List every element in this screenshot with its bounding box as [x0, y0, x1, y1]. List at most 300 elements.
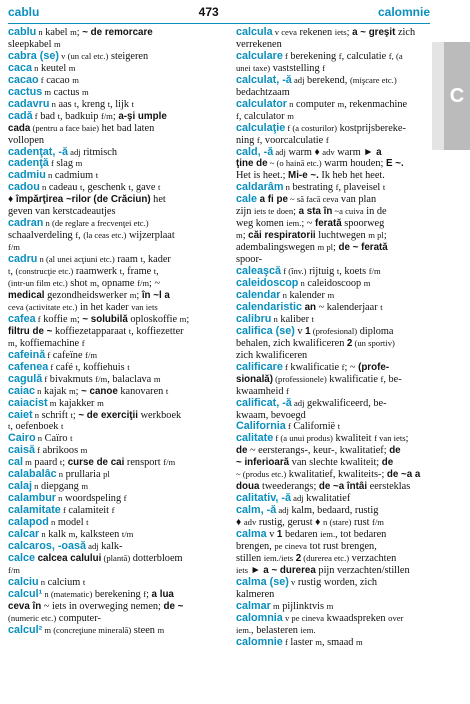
headword: calcaros, -oasă: [8, 539, 87, 552]
entry-line: [8, 51, 228, 63]
translation: cacao: [43, 74, 73, 86]
grammar-label: t: [70, 409, 73, 420]
translation: warm ►: [334, 146, 377, 158]
grammar-label: f: [338, 50, 342, 61]
translation: gekwalificeerd, be-: [304, 397, 387, 409]
grammar-label: f: [75, 230, 79, 241]
headword: cablu: [8, 26, 37, 38]
grammar-label: (plantă): [101, 552, 131, 563]
translation: rijtuig: [306, 266, 337, 278]
translation: kwalificatie: [326, 373, 381, 385]
translation: ,: [10, 266, 16, 278]
headword: calculat, -ă: [236, 73, 292, 86]
translation: slag: [53, 158, 76, 170]
entry-line: [236, 577, 438, 589]
translation: eersteklas: [367, 481, 411, 493]
grammar-label: n: [35, 385, 42, 396]
grammar-label: t: [79, 182, 83, 193]
grammar-label: n: [271, 313, 278, 324]
grammar-label: m: [356, 636, 363, 647]
translation: abrikoos: [40, 445, 81, 457]
translation: , smaad: [321, 636, 356, 648]
grammar-label: t: [74, 98, 77, 109]
grammar-label: adj: [86, 540, 99, 551]
translation: kalmeren: [236, 588, 275, 600]
grammar-label: adj: [291, 493, 304, 504]
headword: caiet: [8, 408, 33, 421]
grammar-label: iem.: [286, 218, 302, 229]
translation: ; ~: [149, 278, 161, 290]
headword: calomnie: [236, 635, 283, 648]
grammar-label: m: [68, 529, 76, 540]
headword: cactus: [8, 85, 43, 98]
grammar-label: f: [111, 505, 115, 516]
headword: caiac: [8, 384, 36, 397]
translation: kalender: [286, 289, 328, 301]
grammar-label: m: [326, 600, 334, 611]
translation: laster: [287, 636, 316, 648]
translation: kwaliteit: [332, 433, 375, 445]
grammar-label: (profesional): [310, 325, 358, 336]
translation: bivakmuts: [47, 373, 96, 385]
grammar-label: m: [97, 397, 104, 408]
headword: cadou: [8, 181, 40, 194]
phrase: ţine de: [236, 158, 268, 170]
grammar-label: n: [32, 481, 39, 492]
phrase: de ~ ferată: [338, 242, 388, 254]
grammar-label: f: [38, 74, 44, 85]
entry-line: [236, 362, 438, 374]
translation: ning: [236, 134, 257, 146]
translation: raam: [114, 254, 141, 266]
running-header: [8, 2, 430, 22]
translation: diepgang: [38, 481, 82, 493]
phrase: curse de cai: [67, 457, 125, 469]
entry-line: [236, 637, 438, 649]
grammar-label: f/m: [95, 373, 108, 384]
translation: zich: [395, 27, 416, 38]
translation: kalm, bedaard, rustig: [288, 505, 379, 517]
translation: Caïro: [42, 433, 71, 445]
translation: adembalingswegen: [236, 242, 318, 254]
translation: ;: [146, 588, 152, 600]
phrase: ~ de exerciţii: [78, 409, 138, 421]
grammar-label: n: [56, 493, 63, 504]
grammar-label: f: [48, 361, 54, 372]
phrase: a-şi umple: [118, 110, 167, 122]
headword: calitate: [236, 432, 274, 445]
headword: calculator: [236, 97, 288, 110]
translation: ;: [242, 230, 249, 242]
grammar-label: f: [143, 588, 147, 599]
grammar-label: (un sportiv): [352, 337, 395, 348]
grammar-label: t: [311, 313, 314, 324]
grammar-label: t: [8, 421, 11, 432]
phrase: 1: [276, 529, 283, 541]
grammar-label: f: [335, 182, 339, 193]
entry-line: [236, 398, 438, 410]
headword: cale: [236, 193, 258, 206]
translation: ;: [62, 457, 68, 469]
grammar-label: n: [287, 98, 294, 109]
grammar-label: f: [388, 50, 392, 61]
translation: , tot bedaren: [335, 529, 387, 541]
grammar-label: n: [39, 182, 47, 193]
grammar-label: n: [32, 62, 39, 73]
grammar-label: f: [42, 373, 48, 384]
grammar-label: t: [127, 361, 130, 372]
grammar-label: f: [282, 50, 288, 61]
grammar-label: (la ceas etc.): [83, 230, 127, 241]
translation: kaliber: [277, 313, 312, 325]
translation: gezondheidswerker: [44, 289, 130, 301]
entry-line: [8, 410, 228, 422]
translation: Ik heb het heet.: [318, 170, 385, 182]
phrase: ~ solubilă: [82, 313, 128, 325]
translation: café: [53, 361, 76, 373]
entry-line: [8, 254, 228, 266]
translation: zich kwalificeren: [236, 349, 308, 361]
translation: aas: [55, 98, 75, 110]
grammar-label: f (a costurilor): [285, 122, 337, 133]
entry-line: [8, 445, 228, 457]
translation: ;: [405, 433, 409, 445]
grammar-label: m: [129, 289, 137, 300]
translation: koffie: [40, 313, 71, 325]
translation: berekening: [92, 588, 144, 600]
translation: ♦: [236, 517, 244, 529]
headword: calculaţie: [236, 121, 286, 134]
translation: kwalitatief, kwaliteits-;: [286, 469, 387, 481]
translation: spoor-: [236, 254, 263, 266]
grammar-label: f: [325, 134, 329, 145]
grammar-label: v pe cineva: [282, 612, 325, 623]
translation: kajak: [41, 385, 69, 397]
phrase: ~ de remorcare: [82, 27, 153, 38]
grammar-label: m (concreţiune minerală): [42, 624, 132, 635]
translation: ~ iets in overweging nemen;: [41, 600, 164, 612]
translation: , oefenboek: [10, 421, 61, 433]
headword: calcula: [236, 26, 273, 38]
grammar-label: f: [32, 110, 38, 121]
entry-line: [236, 75, 438, 87]
headword: calaj: [8, 480, 33, 493]
headword: calambur: [8, 492, 57, 505]
entry-line: [236, 505, 438, 517]
translation: vollopen: [8, 134, 45, 146]
phrase: de: [381, 457, 394, 469]
grammar-label: n (al unei acţiuni etc.): [37, 254, 115, 265]
translation: cafeïne: [50, 349, 86, 361]
grammar-label: m: [153, 373, 161, 384]
grammar-label: pe cineva: [274, 540, 307, 551]
grammar-label: m pl: [368, 230, 384, 241]
entry-line: [8, 170, 228, 182]
entry-line: [8, 553, 228, 565]
translation: computer: [293, 98, 338, 110]
headword: cadă: [8, 109, 33, 122]
headword: califica (se): [236, 324, 295, 337]
translation: steen: [131, 624, 158, 636]
translation: ;: [76, 313, 83, 325]
translation: cadeau: [46, 182, 80, 194]
translation: wijzerplaat: [126, 230, 175, 242]
translation: ;: [333, 242, 339, 254]
grammar-label: f/m: [8, 242, 20, 253]
translation: verrekenen: [236, 38, 282, 50]
translation: ;: [186, 313, 190, 325]
grammar-label: m: [8, 337, 15, 348]
entry-line: [8, 278, 228, 290]
grammar-label: f: [48, 158, 54, 169]
grammar-label: (professionele): [273, 373, 327, 384]
grammar-label: t: [70, 433, 73, 444]
headword: calabalâc: [8, 468, 57, 481]
grammar-label: m: [68, 385, 76, 396]
entry-line: [8, 230, 228, 242]
translation: paard: [31, 457, 60, 469]
translation: calamiteit: [65, 505, 112, 517]
headword: caiacist: [8, 396, 48, 409]
grammar-label: t: [8, 266, 11, 277]
entry-line: [8, 469, 228, 481]
translation: , frame: [122, 266, 154, 278]
grammar-label: f/m: [8, 564, 20, 575]
phrase: (profe-: [358, 361, 390, 373]
right-guide-word: calomnie: [377, 5, 430, 19]
phrase: a sta în: [298, 206, 333, 218]
grammar-label: (intr-un film etc.): [8, 278, 68, 289]
grammar-label: m: [363, 278, 371, 289]
translation: , opname: [96, 278, 138, 290]
translation: , gave: [130, 182, 158, 194]
entry-line: [236, 326, 438, 338]
grammar-label: adj: [68, 146, 81, 157]
grammar-label: n (de reglare a frecvenţei etc.): [43, 218, 149, 229]
translation: in het kader: [77, 301, 132, 313]
translation: ;: [75, 385, 82, 397]
entry-line: [236, 218, 438, 230]
page-number: 473: [198, 5, 219, 19]
grammar-label: adj: [276, 505, 289, 516]
translation: ♦: [8, 194, 16, 206]
grammar-label: n: [45, 170, 53, 181]
grammar-label: f/m: [368, 266, 381, 277]
grammar-label: m: [75, 158, 83, 169]
headword: cald, -ă: [236, 145, 274, 158]
translation: werkboek: [138, 409, 182, 421]
entry-line: [8, 302, 228, 314]
translation: van slechte kwaliteit;: [289, 457, 382, 469]
phrase: a ~ greşit: [352, 27, 396, 38]
translation: rustig, gerust ♦: [256, 517, 324, 529]
grammar-label: t: [380, 301, 383, 312]
grammar-label: n: [36, 27, 43, 37]
translation: , plaveisel: [338, 182, 383, 194]
grammar-label: m: [315, 636, 322, 647]
translation: computer-: [56, 612, 101, 624]
translation: rekenen: [296, 27, 335, 38]
grammar-label: ~a cuiva: [332, 206, 364, 217]
grammar-label: t: [131, 98, 134, 109]
translation: weg komen: [236, 218, 287, 230]
entry-line: [8, 541, 228, 553]
grammar-label: t: [75, 361, 78, 372]
translation: ,: [78, 230, 84, 242]
entry-line: [8, 326, 228, 338]
grammar-label: adj: [291, 74, 305, 85]
translation: ;: [136, 289, 142, 301]
grammar-label: m pl: [317, 242, 334, 253]
phrase: căi respiratorii: [248, 230, 316, 242]
translation: , koffiemachine: [14, 337, 82, 349]
phrase: ceva în: [8, 600, 42, 612]
entry-line: [8, 218, 228, 230]
grammar-label: iets: [334, 27, 347, 37]
phrase: Mi-e ~.: [288, 170, 319, 182]
thumb-letter: C: [449, 84, 465, 107]
translation: tweederangs;: [259, 481, 319, 493]
grammar-label: m: [70, 313, 77, 324]
translation: Californië: [290, 421, 338, 433]
translation: ;: [72, 409, 79, 421]
entry-line: [236, 457, 438, 469]
grammar-label: van iets: [131, 301, 158, 312]
entry-line: [8, 314, 228, 326]
entry-line: [236, 194, 438, 206]
translation: kwalificatie: [287, 361, 342, 373]
headword: caldarâm: [236, 181, 284, 194]
headword: calcul¹: [8, 587, 43, 600]
headword: caleidoscop: [236, 277, 299, 290]
grammar-label: f: [123, 493, 127, 504]
grammar-label: m: [287, 110, 294, 121]
translation: dotterbloem: [130, 552, 183, 564]
entry-line: [236, 553, 438, 565]
headword: calendar: [236, 288, 281, 301]
translation: schaalverdeling: [8, 230, 76, 242]
translation: , kreng: [76, 98, 108, 110]
grammar-label: (numeric etc.): [8, 612, 57, 623]
translation: , voorcalculatie: [259, 134, 326, 146]
entry-line: [236, 374, 438, 386]
grammar-label: (construcţie etc.): [15, 266, 74, 277]
translation: tot rust brengen,: [307, 540, 377, 552]
phrase: cada: [8, 122, 31, 134]
grammar-label: t: [95, 170, 99, 181]
entry-line: [8, 290, 228, 302]
translation: kwaamheid: [236, 385, 287, 397]
headword: calma: [236, 528, 267, 541]
right-column: [236, 27, 438, 649]
headword: calificare: [236, 360, 283, 373]
grammar-label: t: [107, 98, 111, 109]
grammar-label: m: [81, 86, 89, 97]
translation: model: [55, 517, 87, 529]
entry-line: [236, 541, 438, 553]
translation: ritmisch: [80, 146, 117, 158]
phrase: împărţirea ~rilor (de Crăciun): [15, 194, 151, 206]
translation: brengen,: [236, 540, 275, 552]
translation: warm ♦: [285, 146, 323, 158]
grammar-label: m: [327, 289, 335, 300]
headword: cagulă: [8, 372, 43, 385]
entry-line: [236, 242, 438, 254]
grammar-label: m: [157, 624, 165, 635]
translation: pijn verzachten/stillen: [315, 564, 410, 576]
phrase: an: [304, 301, 317, 313]
translation: v: [294, 325, 306, 337]
headword: calce: [8, 551, 36, 564]
phrase: doua: [236, 481, 260, 493]
translation: , koffiezetter: [131, 325, 184, 337]
grammar-label: f: [81, 337, 85, 348]
entry-line: [236, 99, 438, 111]
grammar-label: iets: [236, 564, 248, 575]
grammar-label: t: [382, 182, 386, 193]
translation: ; ~: [344, 361, 359, 373]
grammar-label: f: [35, 313, 41, 324]
translation: ►: [247, 564, 264, 576]
translation: cactus: [51, 86, 82, 98]
entry-line: [8, 433, 228, 445]
headword: cadru: [8, 253, 38, 266]
phrase: a ~ durerea: [263, 564, 316, 576]
translation: , calculatie: [341, 50, 389, 62]
grammar-label: iem./iets: [263, 552, 294, 563]
grammar-label: t/m: [121, 529, 134, 540]
entry-line: [8, 27, 228, 39]
grammar-label: n: [32, 409, 40, 420]
entry-line: [236, 433, 438, 445]
grammar-label: , (a: [391, 50, 403, 61]
translation: verzachten: [349, 552, 397, 564]
grammar-label: f/m: [163, 457, 176, 468]
grammar-label: v ceva: [272, 27, 297, 37]
translation: cadmium: [52, 170, 96, 182]
phrase: calcea calului: [37, 552, 102, 564]
translation: ;: [112, 110, 119, 122]
grammar-label: f: [285, 421, 291, 432]
header-rule: [8, 23, 430, 24]
grammar-label: t: [57, 110, 61, 121]
headword: calificat, -ă: [236, 396, 292, 409]
entry-line: [236, 51, 438, 63]
grammar-label: n (matematic): [42, 588, 93, 599]
grammar-label: f: [322, 62, 326, 73]
translation: schrift: [39, 409, 71, 421]
translation: , rekenmachine: [344, 98, 408, 110]
headword: cacao: [8, 73, 39, 86]
grammar-label: adj: [273, 146, 286, 157]
translation: raamwerk: [73, 266, 120, 278]
headword: cafea: [8, 312, 36, 325]
headword: calculare: [236, 49, 283, 62]
translation: , koets: [339, 266, 369, 278]
entry-line: [236, 158, 438, 170]
grammar-label: t: [157, 182, 161, 193]
phrase: medical: [8, 289, 45, 301]
grammar-label: t: [128, 325, 132, 336]
translation: ; ~: [301, 218, 315, 230]
entry-line: [8, 601, 228, 613]
entry-line: [236, 469, 438, 481]
phrase: E ~.: [385, 158, 404, 170]
headword: calamitate: [8, 504, 61, 517]
grammar-label: m: [23, 457, 32, 468]
entry-line: [8, 398, 228, 410]
entry-line: [8, 625, 228, 637]
